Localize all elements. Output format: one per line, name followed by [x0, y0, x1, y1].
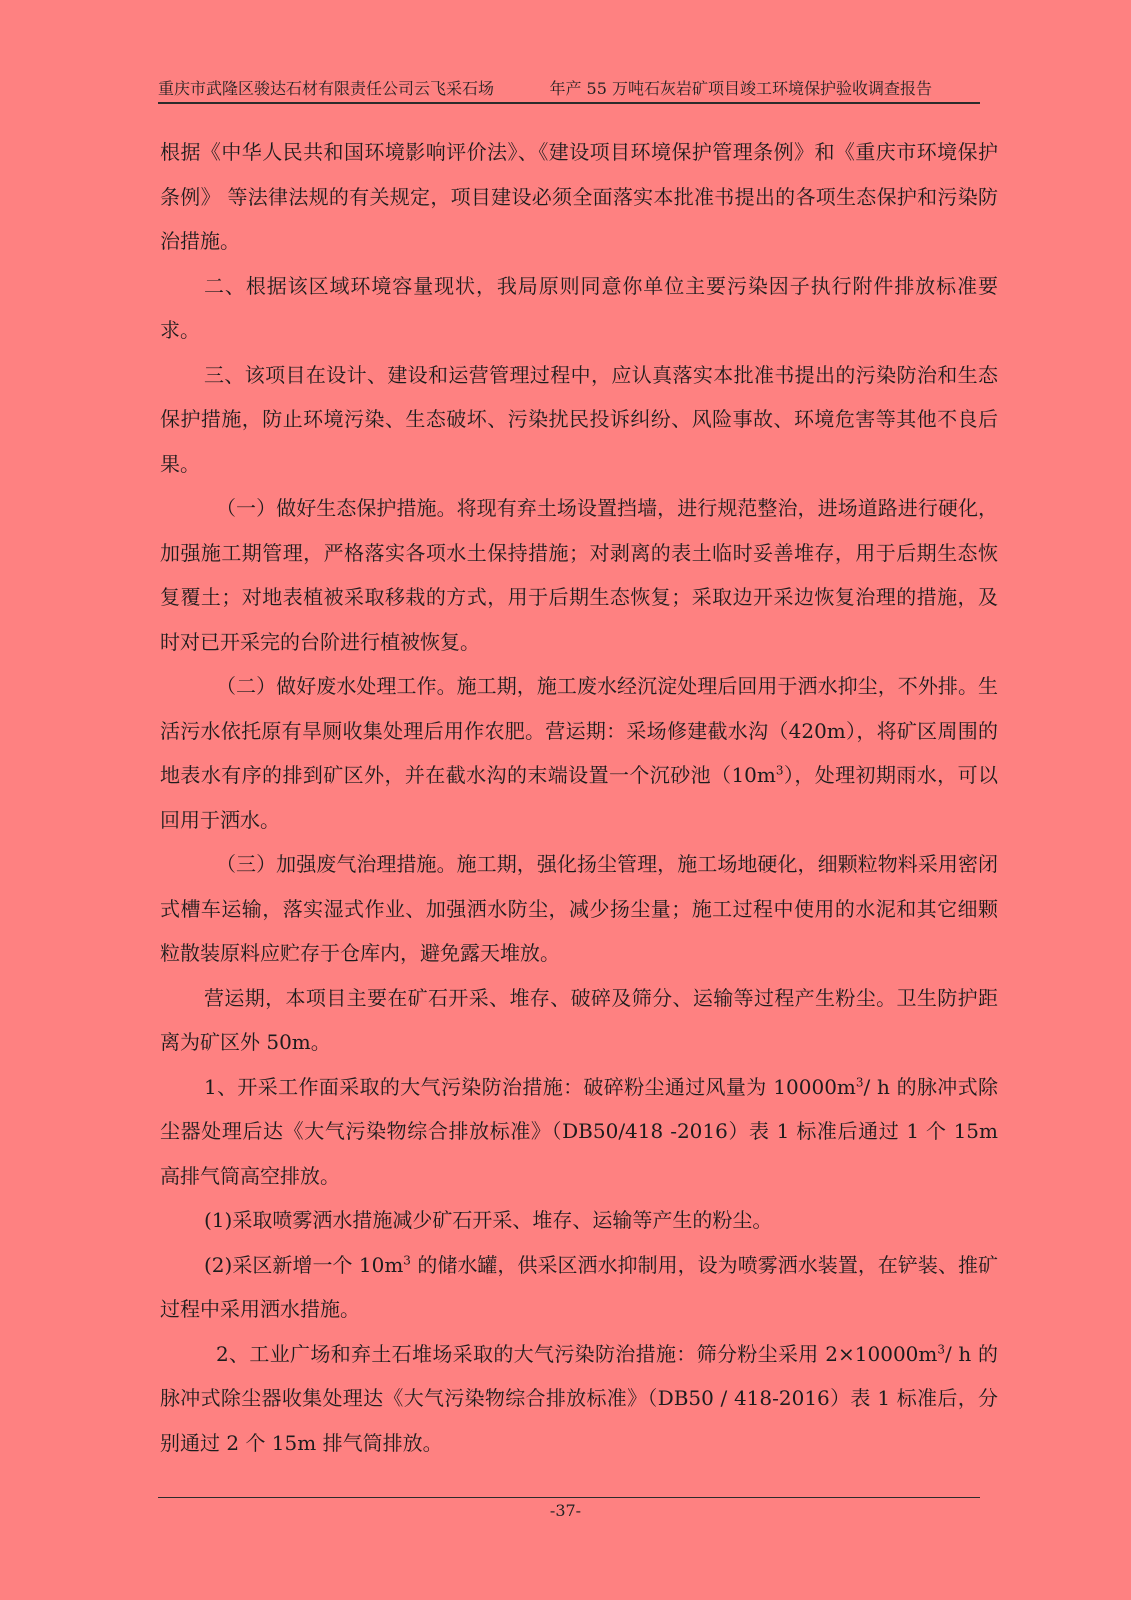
- paragraph-wastewater: （二）做好废水处理工作。施工期，施工废水经沉淀处理后回用于洒水抑尘，不外排。生活污水依托原有旱厕收集处理后用作农肥。营运期：采场修建截水沟（420m），将矿区周围的地表水有序的排到矿区外，并在截水沟的末端设置一个沉砂池$(10m^3)$，处理初期雨水，可以回用于洒水。: [160, 674, 998, 832]
- page-number: -37-: [549, 1501, 582, 1520]
- paragraph-item-3: 三、该项目在设计、建设和运营管理过程中，应认真落实本批准书提出的污染防治和生态保护措施，防止环境污染、生态破坏、污染扰民投诉纠纷、风险事故、环境危害等其他不良后果。: [160, 362, 998, 476]
- body-text: [160, 130, 998, 1465]
- paragraph-legal-basis: 根据《中华人民共和国环境影响评价法》、《建设项目环境保护管理条例》和《重庆市环境保护条例》 等法律法规的有关规定，项目建设必须全面落实本批准书提出的各项生态保护和污染防治措施。: [160, 140, 998, 253]
- footer-rule: [158, 1497, 980, 1498]
- paragraph-operation: 营运期，本项目主要在矿石开采、堆存、破碎及筛分、运输等过程产生粉尘。卫生防护距离为矿区外 50m。: [160, 985, 998, 1054]
- paragraph-exhaust: （三）加强废气治理措施。施工期，强化扬尘管理，施工场地硬化，细颗粒物料采用密闭式槽车运输，落实湿式作业、加强洒水防尘，减少扬尘量；施工过程中使用的水泥和其它细颗粒散装原料应贮存于仓库内，避免露天堆放。: [160, 852, 998, 965]
- paragraph-industrial-site: 2、工业广场和弃土石堆场采取的大气污染防治措施：筛分粉尘采用 $2\times 10000m^3/$ h 的脉冲式除尘器收集处理达《大气污染物综合排放标准》（DB50 / 418-2016）表 1 标准后，分别通过 2 个 15m 排气筒排放。: [160, 1341, 998, 1455]
- paragraph-mining-face: 1、开采工作面采取的大气污染防治措施：破碎粉尘通过风量为 $10000m^3/$ h 的脉冲式除尘器处理后达《大气污染物综合排放标准》（DB50/418 -2016）表 1 标准后通过 1 个 15m 高排气筒高空排放。: [160, 1074, 998, 1188]
- paragraph-ecology: （一）做好生态保护措施。将现有弃土场设置挡墙，进行规范整治，进场道路进行硬化，加强施工期管理，严格落实各项水土保持措施；对剥离的表土临时妥善堆存，用于后期生态恢复覆土；对地表植被采取移栽的方式，用于后期生态恢复；采取边开采边恢复治理的措施，及时对已开采完的台阶进行植被恢复。: [160, 496, 998, 654]
- page-header: [158, 76, 980, 104]
- paragraph-water-tank: (2)采区新增一个 $10m^3$ 的储水罐，供采区洒水抑制用，设为喷雾洒水装置，在铲装、推矿过程中采用洒水措施。: [160, 1252, 998, 1321]
- header-report-title: 年产 55 万吨石灰岩矿项目竣工环境保护验收调查报告: [549, 79, 932, 98]
- header-company: 重庆市武隆区骏达石材有限责任公司云飞采石场: [158, 79, 495, 98]
- paragraph-spray: (1)采取喷雾洒水措施减少矿石开采、堆存、运输等产生的粉尘。: [204, 1208, 773, 1232]
- paragraph-item-2: 二、根据该区域环境容量现状，我局原则同意你单位主要污染因子执行附件排放标准要求。: [160, 273, 998, 342]
